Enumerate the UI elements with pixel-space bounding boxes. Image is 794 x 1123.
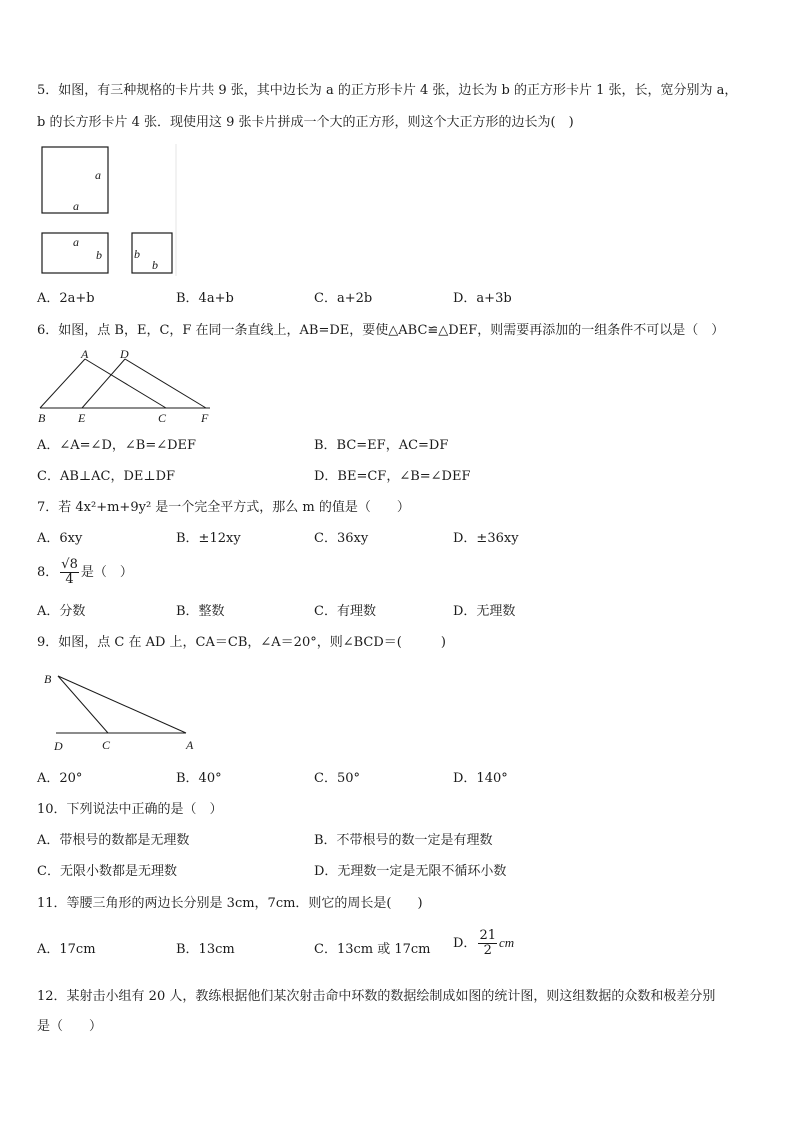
q8-option-c[interactable]: C．有理数 bbox=[314, 604, 376, 619]
q11-optd-unit: cm bbox=[498, 935, 515, 950]
q11-option-d[interactable] bbox=[453, 929, 514, 958]
q10-option-a[interactable]: A．带根号的数都是无理数 bbox=[37, 833, 190, 848]
q9-option-b[interactable]: B．40° bbox=[176, 771, 222, 786]
q8-option-a[interactable]: A．分数 bbox=[37, 604, 86, 619]
q10-option-b[interactable]: B．不带根号的数一定是有理数 bbox=[314, 833, 493, 848]
q8-option-d[interactable]: D．无理数 bbox=[453, 604, 516, 619]
q11-option-c[interactable]: C．13cm 或 17cm bbox=[314, 942, 431, 957]
q8-prefix: 8． bbox=[37, 565, 59, 580]
q6-stem: 6．如图，点 B，E，C，F 在同一条直线上，AB=DE，要使△ABC≌△DEF，则需要再添加的一组条件不可以是（ ） bbox=[37, 323, 725, 338]
q9-label-A: A bbox=[186, 738, 194, 752]
q7-option-d[interactable]: D．±36xy bbox=[453, 531, 519, 546]
q10-stem: 10．下列说法中正确的是（ ） bbox=[37, 802, 223, 817]
q8-option-b[interactable]: B．整数 bbox=[176, 604, 225, 619]
q10-option-d[interactable]: D．无理数一定是无限不循环小数 bbox=[314, 864, 507, 879]
q5-label-rect-b: b bbox=[96, 248, 102, 262]
q7-option-a[interactable]: A．6xy bbox=[37, 531, 83, 546]
q6-label-D: D bbox=[120, 348, 129, 361]
q11-optd-fraction bbox=[478, 929, 497, 958]
q11-optd-num: 21 bbox=[479, 928, 496, 943]
q6-label-C: C bbox=[158, 411, 167, 425]
q11-optd-prefix: D． bbox=[453, 936, 477, 951]
q6-option-b[interactable]: B．BC=EF，AC=DF bbox=[314, 438, 449, 453]
q9-figure bbox=[40, 666, 210, 756]
q6-label-F: F bbox=[201, 411, 209, 425]
q5-label-a-side: a bbox=[95, 168, 101, 182]
q6-figure bbox=[34, 348, 220, 426]
q7-stem: 7．若 4x²+m+9y² 是一个完全平方式，那么 m 的值是（ ） bbox=[37, 500, 410, 515]
q5-option-b[interactable]: B．4a+b bbox=[176, 291, 234, 306]
q12-stem-line2: 是（ ） bbox=[37, 1019, 103, 1034]
q5-label-sqb-left: b bbox=[134, 247, 140, 261]
q5-stem-line2: b 的长方形卡片 4 张．现使用这 9 张卡片拼成一个大的正方形，则这个大正方形的边长为( ) bbox=[37, 115, 574, 130]
q5-label-rect-a: a bbox=[73, 235, 79, 249]
q7-option-b[interactable]: B．±12xy bbox=[176, 531, 241, 546]
q6-label-E: E bbox=[78, 411, 86, 425]
q9-option-c[interactable]: C．50° bbox=[314, 771, 360, 786]
q6-label-B: B bbox=[38, 411, 46, 425]
q8-suffix: 是（ ） bbox=[80, 565, 133, 580]
q7-option-c[interactable]: C．36xy bbox=[314, 531, 369, 546]
q5-stem-line1: 5．如图，有三种规格的卡片共 9 张，其中边长为 a 的正方形卡片 4 张，边长为 b 的正方形卡片 1 张，长，宽分别为 a， bbox=[37, 83, 738, 98]
q5-figure bbox=[36, 140, 186, 280]
q8-frac-den: 4 bbox=[65, 572, 74, 587]
q8-frac-num: √8 bbox=[61, 557, 78, 572]
q9-option-d[interactable]: D．140° bbox=[453, 771, 508, 786]
q9-label-C: C bbox=[102, 738, 111, 752]
q5-label-sqb-bottom: b bbox=[152, 258, 158, 272]
q11-stem: 11．等腰三角形的两边长分别是 3cm，7cm．则它的周长是( ) bbox=[37, 896, 423, 911]
q6-option-c[interactable]: C．AB⊥AC，DE⊥DF bbox=[37, 469, 176, 484]
q10-option-c[interactable]: C．无限小数都是无理数 bbox=[37, 864, 177, 879]
q5-option-a[interactable]: A．2a+b bbox=[37, 291, 95, 306]
q6-option-a[interactable]: A．∠A=∠D，∠B=∠DEF bbox=[37, 438, 197, 453]
q5-option-c[interactable]: C．a+2b bbox=[314, 291, 373, 306]
q8-stem bbox=[37, 558, 133, 587]
q11-optd-den: 2 bbox=[483, 943, 492, 958]
q8-fraction bbox=[60, 558, 79, 587]
q5-option-d[interactable]: D．a+3b bbox=[453, 291, 512, 306]
q9-label-D: D bbox=[54, 739, 63, 753]
q9-label-B: B bbox=[44, 672, 52, 686]
q9-option-a[interactable]: A．20° bbox=[37, 771, 83, 786]
q11-option-b[interactable]: B．13cm bbox=[176, 942, 235, 957]
q6-option-d[interactable]: D．BE=CF，∠B=∠DEF bbox=[314, 469, 471, 484]
q6-label-A: A bbox=[81, 348, 89, 361]
q11-option-a[interactable]: A．17cm bbox=[37, 942, 96, 957]
q5-label-a-bottom: a bbox=[73, 199, 79, 213]
q12-stem-line1: 12．某射击小组有 20 人，教练根据他们某次射击命中环数的数据绘制成如图的统计图，则这组数据的众数和极差分别 bbox=[37, 989, 716, 1004]
q9-stem: 9．如图，点 C 在 AD 上，CA＝CB，∠A＝20°，则∠BCD＝( ) bbox=[37, 635, 446, 650]
